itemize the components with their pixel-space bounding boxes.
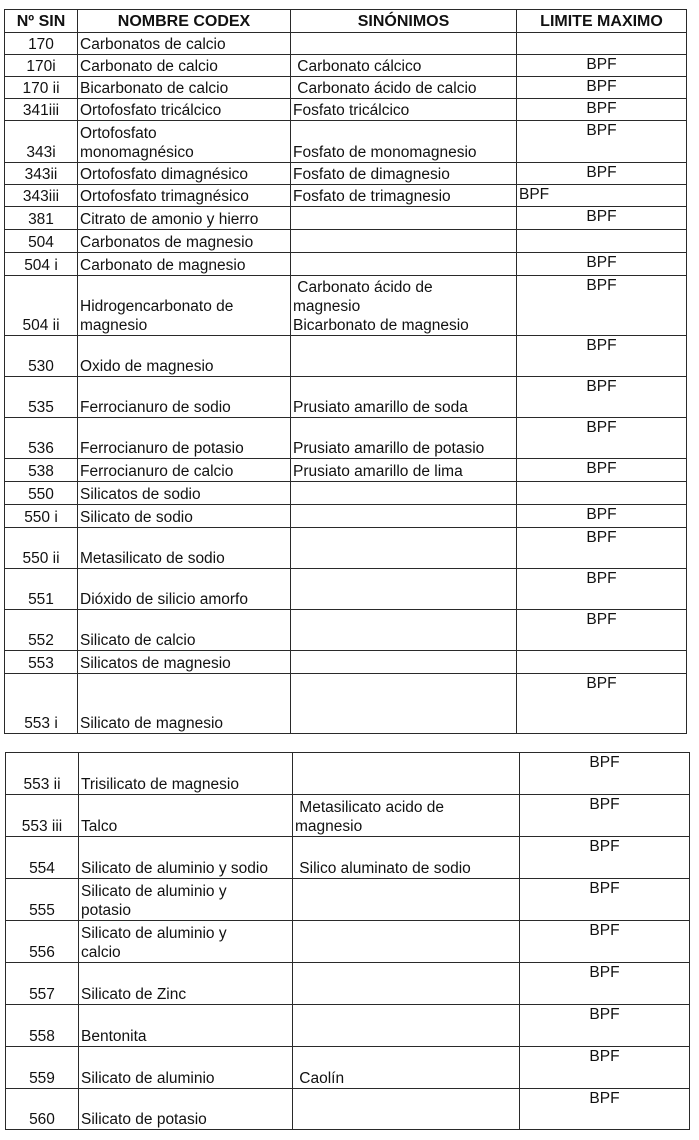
sin-cell-text: 557 — [29, 986, 55, 1003]
sinonimos-cell — [293, 1089, 520, 1130]
limite-maximo-cell — [517, 505, 687, 528]
nombre-codex-cell-text: Dióxido de silicio amorfo — [80, 591, 248, 608]
nombre-codex-cell — [78, 207, 291, 230]
sin-cell — [6, 1005, 79, 1047]
sinonimos-cell-text: Silico aluminato de sodio — [295, 860, 471, 877]
sin-cell-text: 504 ii — [22, 317, 60, 334]
table-row — [5, 610, 687, 651]
nombre-codex-cell — [79, 921, 293, 963]
sin-cell-text: 530 — [28, 358, 54, 375]
sinonimos-cell — [291, 207, 517, 230]
sinonimos-cell — [291, 99, 517, 121]
sin-cell — [6, 837, 79, 879]
nombre-codex-cell — [78, 121, 291, 163]
sin-cell — [5, 99, 78, 121]
sin-cell — [5, 33, 78, 55]
sin-cell-text: 343i — [26, 144, 56, 161]
nombre-codex-cell-text: Ortofosfato dimagnésico — [80, 166, 249, 183]
limite-maximo-cell — [517, 610, 687, 651]
sin-cell — [5, 55, 78, 77]
nombre-codex-cell-text: Silicato de aluminio y calcio — [81, 925, 227, 961]
nombre-codex-cell — [78, 163, 291, 185]
nombre-codex-cell-text: Bicarbonato de calcio — [80, 80, 229, 97]
nombre-codex-cell-text: Carbonato de magnesio — [80, 257, 246, 274]
table-row — [5, 505, 687, 528]
sinonimos-cell-text: Carbonato cálcico — [293, 58, 422, 75]
limite-maximo-cell — [517, 230, 687, 253]
limite-maximo-cell — [517, 55, 687, 77]
table-row — [5, 55, 687, 77]
limite-maximo-cell — [517, 528, 687, 569]
sinonimos-cell — [293, 753, 520, 795]
header-limite-maximo: LIMITE MAXIMO — [517, 10, 687, 33]
table-row — [6, 1047, 690, 1089]
nombre-codex-cell — [79, 1089, 293, 1130]
limite-maximo-cell-text: BPF — [586, 506, 617, 523]
sinonimos-cell-text: Metasilicato acido de magnesio — [295, 799, 445, 835]
sin-cell — [5, 185, 78, 207]
nombre-codex-cell-text: Silicato de Zinc — [81, 986, 187, 1003]
table-row — [5, 651, 687, 674]
nombre-codex-cell — [78, 230, 291, 253]
nombre-codex-cell-text: Trisilicato de magnesio — [81, 776, 239, 793]
header-row — [5, 10, 687, 33]
nombre-codex-cell — [79, 753, 293, 795]
sin-cell-text: 538 — [28, 463, 54, 480]
sinonimos-cell — [293, 1005, 520, 1047]
limite-maximo-cell-text: BPF — [589, 1048, 620, 1065]
table-row — [6, 879, 690, 921]
limite-maximo-cell-text: BPF — [586, 460, 617, 477]
nombre-codex-cell — [78, 459, 291, 482]
sinonimos-cell — [293, 963, 520, 1005]
nombre-codex-cell — [78, 505, 291, 528]
limite-maximo-cell — [517, 377, 687, 418]
sin-cell — [5, 482, 78, 505]
nombre-codex-cell — [79, 963, 293, 1005]
sin-cell — [5, 163, 78, 185]
sin-cell — [5, 276, 78, 336]
limite-maximo-cell-text: BPF — [586, 337, 617, 354]
nombre-codex-cell — [78, 185, 291, 207]
nombre-codex-cell-text: Carbonatos de calcio — [80, 36, 226, 53]
limite-maximo-cell — [520, 795, 690, 837]
sin-cell-text: 551 — [28, 591, 54, 608]
nombre-codex-cell-text: Citrato de amonio y hierro — [80, 211, 259, 228]
nombre-codex-cell — [79, 1005, 293, 1047]
sinonimos-cell — [291, 482, 517, 505]
sinonimos-cell — [291, 674, 517, 734]
sinonimos-cell — [293, 921, 520, 963]
nombre-codex-cell — [78, 569, 291, 610]
nombre-codex-cell — [78, 276, 291, 336]
sin-cell — [6, 921, 79, 963]
table-row — [5, 276, 687, 336]
limite-maximo-cell — [517, 459, 687, 482]
sin-cell — [6, 963, 79, 1005]
limite-maximo-cell — [520, 879, 690, 921]
limite-maximo-cell-text: BPF — [586, 277, 617, 294]
limite-maximo-cell — [520, 837, 690, 879]
limite-maximo-cell-text: BPF — [586, 378, 617, 395]
sin-cell-text: 343ii — [24, 166, 58, 183]
nombre-codex-cell-text: Hidrogencarbonato de magnesio — [80, 298, 234, 334]
sinonimos-cell — [293, 837, 520, 879]
sinonimos-cell — [291, 55, 517, 77]
sin-cell — [5, 121, 78, 163]
sin-cell — [5, 459, 78, 482]
nombre-codex-cell — [78, 482, 291, 505]
limite-maximo-cell — [520, 1089, 690, 1130]
sin-cell — [5, 230, 78, 253]
limite-maximo-cell — [517, 276, 687, 336]
sinonimos-cell — [291, 185, 517, 207]
nombre-codex-cell — [78, 99, 291, 121]
nombre-codex-cell — [78, 418, 291, 459]
sinonimos-cell-text: Fosfato de monomagnesio — [293, 144, 477, 161]
table-row — [5, 185, 687, 207]
nombre-codex-cell — [79, 1047, 293, 1089]
limite-maximo-cell — [520, 1047, 690, 1089]
limite-maximo-cell — [517, 33, 687, 55]
sin-cell-text: 550 ii — [22, 550, 60, 567]
sinonimos-cell — [293, 795, 520, 837]
nombre-codex-cell-text: Ferrocianuro de sodio — [80, 399, 231, 416]
nombre-codex-cell-text: Silicato de potasio — [81, 1111, 207, 1128]
table-row — [5, 253, 687, 276]
nombre-codex-cell-text: Talco — [81, 818, 118, 835]
limite-maximo-cell-text: BPF — [589, 880, 620, 897]
sin-cell — [5, 77, 78, 99]
limite-maximo-cell — [517, 163, 687, 185]
sinonimos-cell — [291, 418, 517, 459]
limite-maximo-cell-text: BPF — [589, 838, 620, 855]
additives-table-part-2 — [5, 752, 690, 1130]
nombre-codex-cell — [78, 253, 291, 276]
limite-maximo-cell — [520, 963, 690, 1005]
limite-maximo-cell-text: BPF — [586, 529, 617, 546]
nombre-codex-cell-text: Ferrocianuro de potasio — [80, 440, 244, 457]
limite-maximo-cell-text: BPF — [586, 675, 617, 692]
sin-cell-text: 553 iii — [21, 818, 63, 835]
sinonimos-cell — [291, 651, 517, 674]
sinonimos-cell — [291, 163, 517, 185]
sin-cell-text: 170 ii — [22, 80, 60, 97]
limite-maximo-cell-text: BPF — [586, 164, 617, 181]
sin-cell — [5, 418, 78, 459]
nombre-codex-cell — [78, 33, 291, 55]
limite-maximo-cell-text: BPF — [586, 100, 617, 117]
nombre-codex-cell-text: Ortofosfato monomagnésico — [80, 125, 194, 161]
limite-maximo-cell — [517, 121, 687, 163]
limite-maximo-cell-text: BPF — [586, 254, 617, 271]
sinonimos-cell — [293, 1047, 520, 1089]
table-row — [5, 207, 687, 230]
limite-maximo-cell — [517, 253, 687, 276]
table-row — [6, 1089, 690, 1130]
limite-maximo-cell — [517, 77, 687, 99]
sinonimos-cell-text: Carbonato ácido de calcio — [293, 80, 477, 97]
sin-cell — [6, 753, 79, 795]
sinonimos-cell — [291, 377, 517, 418]
sin-cell-text: 554 — [29, 860, 55, 877]
sin-cell-text: 556 — [29, 944, 55, 961]
sinonimos-cell — [291, 121, 517, 163]
sin-cell — [5, 253, 78, 276]
sinonimos-cell — [293, 879, 520, 921]
sinonimos-cell-text: Fosfato de dimagnesio — [293, 166, 450, 183]
sin-cell — [6, 1089, 79, 1130]
limite-maximo-cell-text: BPF — [589, 796, 620, 813]
sin-cell-text: 560 — [29, 1111, 55, 1128]
limite-maximo-cell — [517, 418, 687, 459]
limite-maximo-cell-text: BPF — [586, 122, 617, 139]
sinonimos-cell-text: Fosfato tricálcico — [293, 102, 410, 119]
nombre-codex-cell-text: Silicato de aluminio — [81, 1070, 215, 1087]
limite-maximo-cell — [520, 921, 690, 963]
limite-maximo-cell-text: BPF — [586, 78, 617, 95]
sin-cell-text: 553 i — [24, 715, 58, 732]
limite-maximo-cell — [517, 482, 687, 505]
nombre-codex-cell-text: Bentonita — [81, 1028, 147, 1045]
table-row — [6, 921, 690, 963]
sinonimos-cell — [291, 77, 517, 99]
sinonimos-cell-text: Prusiato amarillo de potasio — [293, 440, 485, 457]
sinonimos-cell — [291, 610, 517, 651]
sin-cell — [5, 674, 78, 734]
sinonimos-cell — [291, 276, 517, 336]
header-nombre-codex: NOMBRE CODEX — [78, 10, 291, 33]
limite-maximo-cell-text: BPF — [586, 208, 617, 225]
sin-cell-text: 170i — [26, 58, 56, 75]
nombre-codex-cell-text: Silicato de aluminio y potasio — [81, 883, 227, 919]
nombre-codex-cell-text: Silicato de sodio — [80, 509, 193, 526]
nombre-codex-cell — [78, 377, 291, 418]
sin-cell — [5, 505, 78, 528]
nombre-codex-cell-text: Carbonato de calcio — [80, 58, 218, 75]
sinonimos-cell-text: Caolín — [295, 1070, 345, 1087]
nombre-codex-cell — [78, 674, 291, 734]
sin-cell-text: 552 — [28, 632, 54, 649]
sin-cell — [6, 1047, 79, 1089]
table-row — [5, 482, 687, 505]
nombre-codex-cell-text: Silicato de aluminio y sodio — [81, 860, 268, 877]
limite-maximo-cell — [517, 651, 687, 674]
limite-maximo-cell-text: BPF — [586, 56, 617, 73]
limite-maximo-cell — [517, 569, 687, 610]
sin-cell-text: 536 — [28, 440, 54, 457]
sin-cell — [5, 569, 78, 610]
table-row — [5, 459, 687, 482]
table-row — [5, 99, 687, 121]
sinonimos-cell — [291, 528, 517, 569]
limite-maximo-cell-text: BPF — [586, 611, 617, 628]
sin-cell — [5, 336, 78, 377]
table-body-part-1 — [5, 33, 687, 734]
additives-table-part-1 — [4, 9, 687, 734]
limite-maximo-cell — [520, 1005, 690, 1047]
limite-maximo-cell — [517, 336, 687, 377]
sinonimos-cell-text: Prusiato amarillo de lima — [293, 463, 463, 480]
sinonimos-cell — [291, 336, 517, 377]
sin-cell-text: 550 i — [24, 509, 58, 526]
table-row — [6, 1005, 690, 1047]
nombre-codex-cell — [78, 528, 291, 569]
nombre-codex-cell-text: Oxido de magnesio — [80, 358, 214, 375]
nombre-codex-cell — [78, 651, 291, 674]
limite-maximo-cell-text: BPF — [589, 922, 620, 939]
table-row — [5, 163, 687, 185]
limite-maximo-cell-text: BPF — [589, 964, 620, 981]
nombre-codex-cell-text: Silicato de magnesio — [80, 715, 224, 732]
sin-cell — [5, 528, 78, 569]
limite-maximo-cell-text: BPF — [589, 1006, 620, 1023]
nombre-codex-cell-text: Silicatos de magnesio — [80, 655, 231, 672]
sinonimos-cell — [291, 230, 517, 253]
table-row — [5, 418, 687, 459]
limite-maximo-cell — [517, 99, 687, 121]
sin-cell — [6, 879, 79, 921]
table-row — [6, 963, 690, 1005]
sin-cell-text: 553 — [28, 655, 54, 672]
nombre-codex-cell-text: Silicato de calcio — [80, 632, 196, 649]
sin-cell-text: 550 — [28, 486, 54, 503]
sinonimos-cell — [291, 253, 517, 276]
table-row — [5, 377, 687, 418]
sinonimos-cell-text: Fosfato de trimagnesio — [293, 188, 451, 205]
table-row — [5, 569, 687, 610]
nombre-codex-cell-text: Metasilicato de sodio — [80, 550, 225, 567]
nombre-codex-cell — [79, 795, 293, 837]
nombre-codex-cell — [79, 837, 293, 879]
table-row — [5, 77, 687, 99]
sinonimos-cell — [291, 505, 517, 528]
sinonimos-cell — [291, 459, 517, 482]
limite-maximo-cell-text: BPF — [589, 754, 620, 771]
sinonimos-cell-text: Carbonato ácido de magnesio Bicarbonato de magnesio — [293, 279, 469, 334]
nombre-codex-cell — [78, 55, 291, 77]
sin-cell-text: 343iii — [22, 188, 60, 205]
sinonimos-cell-text: Prusiato amarillo de soda — [293, 399, 468, 416]
limite-maximo-cell-text: BPF — [586, 570, 617, 587]
limite-maximo-cell — [517, 185, 687, 207]
nombre-codex-cell — [78, 77, 291, 99]
sinonimos-cell — [291, 569, 517, 610]
sin-cell — [5, 610, 78, 651]
sin-cell-text: 504 i — [24, 257, 58, 274]
table-row — [6, 837, 690, 879]
table-row — [5, 121, 687, 163]
table-row — [6, 795, 690, 837]
nombre-codex-cell-text: Carbonatos de magnesio — [80, 234, 254, 251]
table-row — [5, 230, 687, 253]
sin-cell-text: 553 ii — [23, 776, 61, 793]
nombre-codex-cell-text: Silicatos de sodio — [80, 486, 201, 503]
sin-cell — [5, 207, 78, 230]
header-sinonimos: SINÓNIMOS — [291, 10, 517, 33]
nombre-codex-cell — [78, 610, 291, 651]
sin-cell — [6, 795, 79, 837]
limite-maximo-cell-text: BPF — [586, 419, 617, 436]
sin-cell-text: 559 — [29, 1070, 55, 1087]
sin-cell-text: 555 — [29, 902, 55, 919]
nombre-codex-cell — [78, 336, 291, 377]
sin-cell — [5, 651, 78, 674]
nombre-codex-cell-text: Ortofosfato trimagnésico — [80, 188, 249, 205]
sin-cell-text: 558 — [29, 1028, 55, 1045]
sinonimos-cell — [291, 33, 517, 55]
limite-maximo-cell-text: BPF — [519, 186, 550, 203]
sin-cell-text: 504 — [28, 234, 54, 251]
sin-cell-text: 535 — [28, 399, 54, 416]
sin-cell-text: 341iii — [22, 102, 60, 119]
limite-maximo-cell-text: BPF — [589, 1090, 620, 1107]
limite-maximo-cell — [520, 753, 690, 795]
nombre-codex-cell — [79, 879, 293, 921]
sin-cell-text: 381 — [28, 211, 54, 228]
table-row — [6, 753, 690, 795]
header-sin: Nº SIN — [5, 10, 78, 33]
table-row — [5, 528, 687, 569]
table-row — [5, 336, 687, 377]
limite-maximo-cell — [517, 207, 687, 230]
table-row — [5, 33, 687, 55]
table-row — [5, 674, 687, 734]
nombre-codex-cell-text: Ortofosfato tricálcico — [80, 102, 222, 119]
nombre-codex-cell-text: Ferrocianuro de calcio — [80, 463, 234, 480]
limite-maximo-cell — [517, 674, 687, 734]
table-body-part-2 — [6, 753, 690, 1130]
sin-cell — [5, 377, 78, 418]
sin-cell-text: 170 — [28, 36, 54, 53]
